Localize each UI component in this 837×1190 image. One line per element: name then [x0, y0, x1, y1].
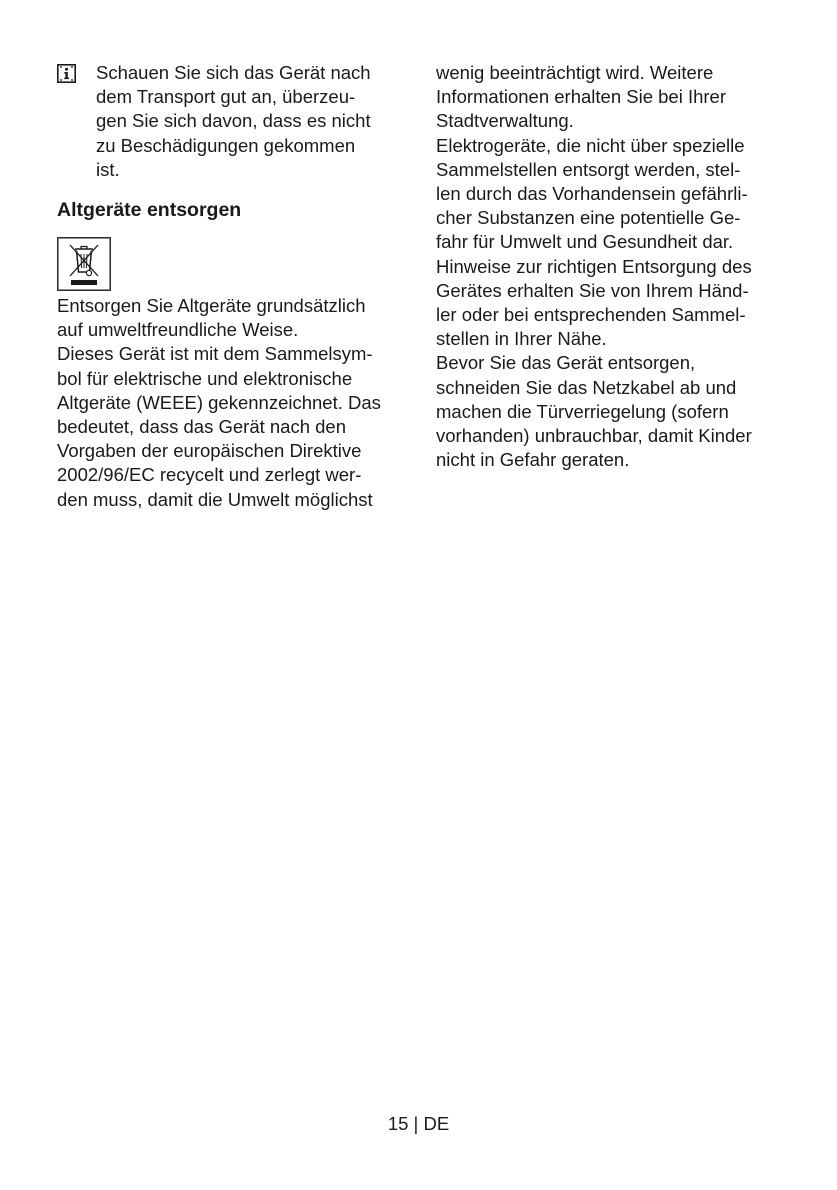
body-line: Bevor Sie das Gerät entsorgen, — [436, 352, 696, 374]
body-line: Altgeräte (WEEE) gekennzeichnet. Das — [57, 391, 381, 413]
section-heading: Altgeräte entsorgen — [57, 199, 242, 222]
body-line: Stadtverwaltung. — [436, 110, 574, 132]
info-note-line: gen Sie sich davon, dass es nicht — [96, 110, 371, 132]
info-icon — [57, 64, 76, 83]
body-line: machen die Türverriegelung (sofern — [436, 400, 729, 422]
body-line: schneiden Sie das Netzkabel ab und — [436, 376, 737, 398]
body-line: bol für elektrische und elektronische — [57, 367, 353, 389]
crossed-out-wheelie-bin-icon — [57, 237, 111, 291]
right-column — [436, 61, 796, 472]
info-note — [57, 61, 412, 182]
body-line: Entsorgen Sie Altgeräte grundsätzlich — [57, 295, 366, 317]
body-line: bedeutet, dass das Gerät nach den — [57, 416, 347, 438]
body-line: stellen in Ihrer Nähe. — [436, 328, 607, 350]
body-line: Hinweise zur richtigen Entsorgung des — [436, 255, 752, 277]
body-line: cher Substanzen eine potentielle Ge- — [436, 207, 741, 229]
info-note-line: dem Transport gut an, überzeu- — [96, 86, 356, 108]
body-line: den muss, damit die Umwelt möglichst — [57, 488, 373, 510]
info-note-line: zu Beschädigungen gekommen — [96, 134, 356, 156]
body-line: len durch das Vorhandensein gefährli- — [436, 183, 748, 205]
body-line: Informationen erhalten Sie bei Ihrer — [436, 86, 727, 108]
body-line: wenig beeinträchtigt wird. Weitere — [436, 62, 714, 83]
page-number: 15 | DE — [387, 1113, 450, 1134]
body-line: Elektrogeräte, die nicht über spezielle — [436, 134, 745, 156]
body-line: vorhanden) unbrauchbar, damit Kinder — [436, 425, 752, 447]
info-note-line: Schauen Sie sich das Gerät nach — [96, 62, 371, 83]
body-line: ler oder bei entsprechenden Sammel- — [436, 304, 746, 326]
body-line: Dieses Gerät ist mit dem Sammelsym- — [57, 343, 373, 365]
body-line: Vorgaben der europäischen Direktive — [57, 440, 362, 462]
body-line: fahr für Umwelt und Gesundheit dar. — [436, 231, 734, 253]
body-line: 2002/96/EC recycelt und zerlegt wer- — [57, 464, 362, 486]
body-line: Gerätes erhalten Sie von Ihrem Händ- — [436, 279, 749, 301]
info-note-line: ist. — [96, 158, 120, 180]
body-line: Sammelstellen entsorgt werden, stel- — [436, 158, 741, 180]
body-line: auf umweltfreundliche Weise. — [57, 319, 299, 341]
body-line: nicht in Gefahr geraten. — [436, 449, 630, 471]
left-column — [57, 61, 412, 512]
